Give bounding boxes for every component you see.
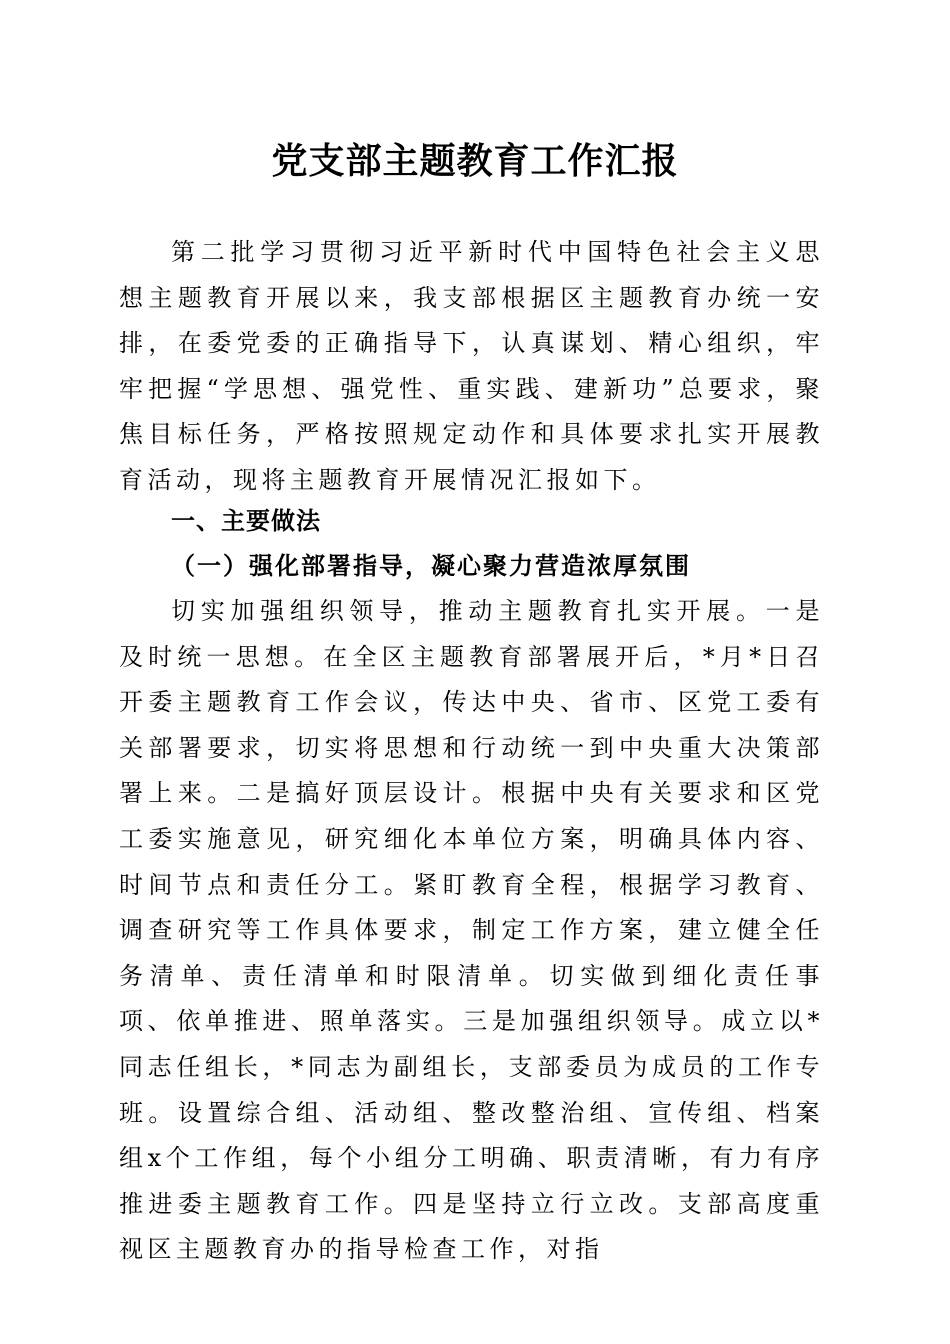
section-heading: 一、主要做法	[171, 507, 321, 535]
document-title: 党支部主题教育工作汇报	[271, 140, 679, 182]
intro-paragraph: 第二批学习贯彻习近平新时代中国特色社会主义思想主题教育开展以来，我支部根据区主题教育办统一安排，在委党委的正确指导下，认真谋划、精心组织，牢牢把握“学思想、强党性、重实践、建新功”总要求，聚焦目标任务，严格按照规定动作和具体要求扎实开展教育活动，现将主题教育开展情况汇报如下。	[119, 238, 824, 494]
subsection-heading: （一）强化部署指导，凝心聚力营造浓厚氛围	[171, 551, 691, 580]
body-paragraph: 切实加强组织领导，推动主题教育扎实开展。一是及时统一思想。在全区主题教育部署展开后，*月*日召开委主题教育工作会议，传达中央、省市、区党工委有关部署要求，切实将思想和行动统一到中央重大决策部署上来。二是搞好顶层设计。根据中央有关要求和区党工委实施意见，研究细化本单位方案，明确具体内容、时间节点和责任分工。紧盯教育全程，根据学习教育、调查研究等工作具体要求，制定工作方案，建立健全任务清单、责任清单和时限清单。切实做到细化责任事项、依单推进、照单落实。三是加强组织领导。成立以*同志任组长，*同志为副组长，支部委员为成员的工作专班。设置综合组、活动组、整改整治组、宣传组、档案组x个工作组，每个小组分工明确、职责清晰，有力有序推进委主题教育工作。四是坚持立行立改。支部高度重视区主题教育办的指导检查工作，对指	[119, 597, 824, 1264]
